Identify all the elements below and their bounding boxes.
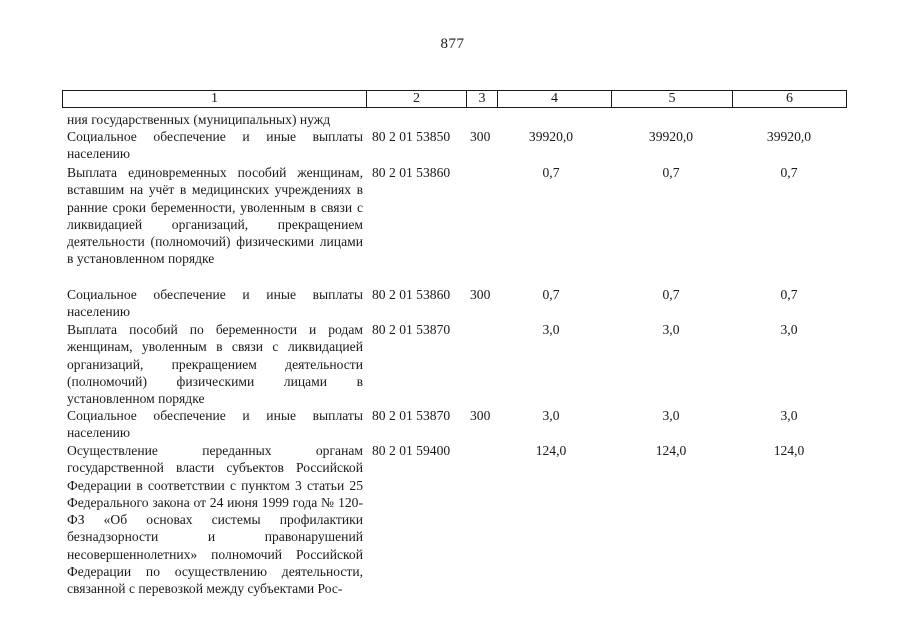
table-row	[0, 407, 905, 442]
row-value-col6: 0,7	[780, 165, 798, 180]
row-description: Выплата пособий по беременности и родам женщинам, уволенным в связи с ликвидацией организаций, прекращением деятельности (полномочий) физическими лицами в установленном порядке	[67, 322, 363, 407]
row-code: 80 2 01 53870	[372, 408, 451, 423]
row-value-col6: 124,0	[773, 443, 805, 458]
table-row	[0, 442, 905, 602]
row-description: ния государственных (муниципальных) нужд	[67, 112, 331, 127]
header-col-5: 5	[612, 91, 733, 107]
table-row	[0, 128, 905, 164]
row-value-col5: 39920,0	[648, 129, 694, 144]
table-header	[62, 90, 847, 108]
row-description: Социальное обеспечение и иные выплаты населению	[67, 129, 363, 162]
row-description: Социальное обеспечение и иные выплаты населению	[67, 408, 363, 441]
row-description: Осуществление переданных органам государственной власти субъектов Российской Федерации в соответствии с пунктом 3 статьи 25 Федерального закона от 24 июня 1999 года № 120-ФЗ «Об основах системы профилактики безнадзорности и правонарушений несовершеннолетних» полномочий Российской Федерации по осуществлению деятельности, связанной с перевозкой между субъектами Рос-	[67, 443, 363, 597]
header-col-1: 1	[63, 91, 367, 107]
row-value-col6: 0,7	[780, 287, 798, 302]
row-value-col5: 0,7	[662, 287, 680, 302]
row-value-col4: 3,0	[542, 408, 560, 423]
row-value-col4: 124,0	[535, 443, 567, 458]
row-code: 80 2 01 59400	[372, 443, 451, 458]
row-description: Социальное обеспечение и иные выплаты населению	[67, 287, 363, 320]
row-description: Выплата единовременных пособий женщинам, вставшим на учёт в медицинских учреждениях в ранние сроки беременности, уволенным в связи с ликвидацией организаций, прекращением деятельности (полномочий) физическими лицами в установленном порядке	[67, 165, 363, 267]
row-value-col5: 0,7	[662, 165, 680, 180]
row-code: 80 2 01 53860	[372, 287, 451, 302]
row-expense-type: 300	[470, 408, 491, 423]
row-expense-type: 300	[470, 129, 491, 144]
row-value-col4: 3,0	[542, 322, 560, 337]
row-value-col4: 39920,0	[528, 129, 574, 144]
row-value-col6: 39920,0	[766, 129, 812, 144]
header-col-2: 2	[367, 91, 467, 107]
row-value-col5: 3,0	[662, 408, 680, 423]
row-value-col6: 3,0	[780, 322, 798, 337]
table-row	[0, 164, 905, 286]
row-value-col4: 0,7	[542, 287, 560, 302]
table-row	[0, 111, 905, 128]
row-code: 80 2 01 53870	[372, 322, 451, 337]
header-col-4: 4	[498, 91, 612, 107]
row-expense-type: 300	[470, 287, 491, 302]
header-col-6: 6	[786, 91, 793, 106]
row-value-col6: 3,0	[780, 408, 798, 423]
table-body	[0, 111, 905, 602]
row-code: 80 2 01 53860	[372, 165, 451, 180]
row-value-col5: 3,0	[662, 322, 680, 337]
header-col-3: 3	[467, 91, 498, 107]
table-row	[0, 286, 905, 321]
row-value-col4: 0,7	[542, 165, 560, 180]
table-row	[0, 321, 905, 407]
row-value-col5: 124,0	[655, 443, 687, 458]
page-number: 877	[440, 36, 465, 52]
row-code: 80 2 01 53850	[372, 129, 451, 144]
